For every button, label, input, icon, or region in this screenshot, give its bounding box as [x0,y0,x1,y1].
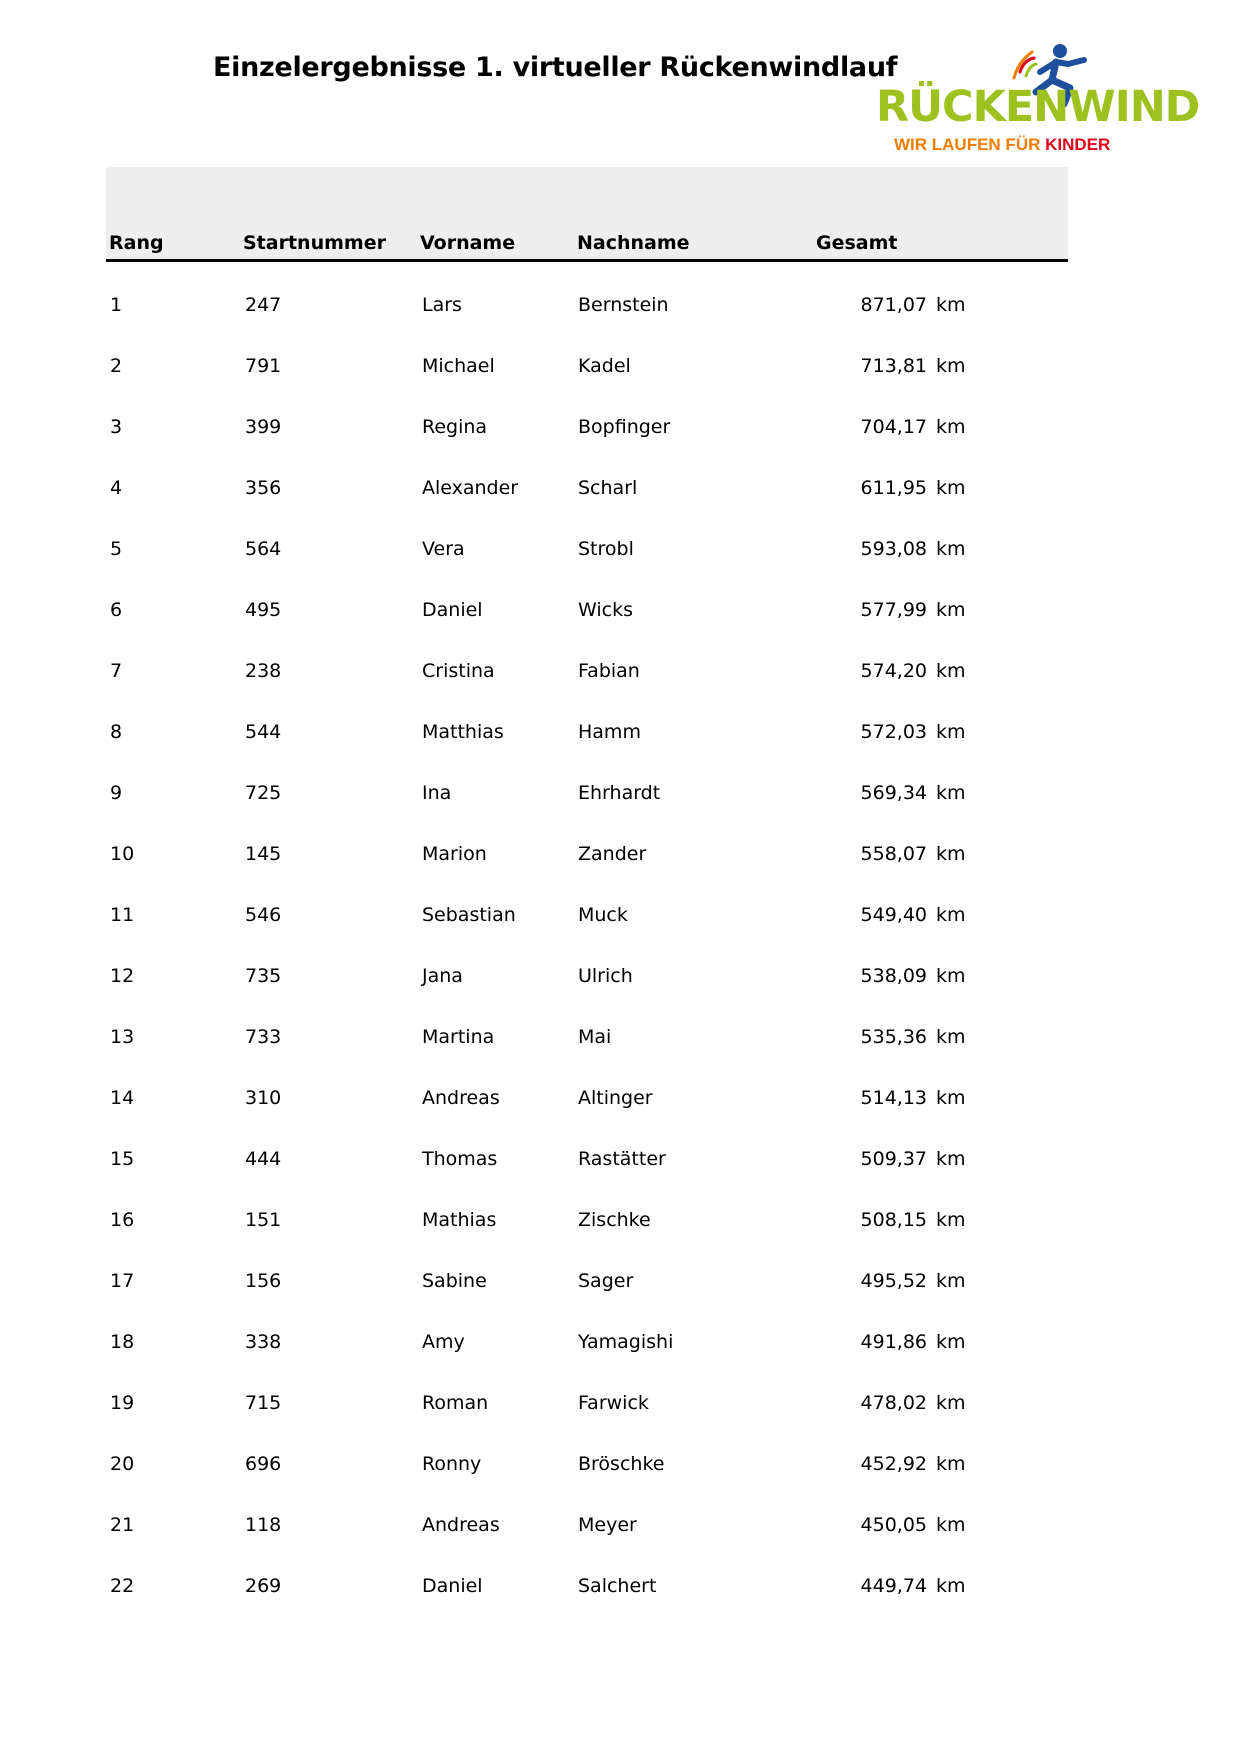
results-table [0,291,1240,1633]
cell-gesamt: 593,08 [860,538,927,560]
cell-gesamt: 713,81 [860,355,927,377]
cell-vorname: Thomas [422,1148,498,1170]
table-row [0,1145,1240,1206]
cell-rang: 21 [110,1514,135,1536]
cell-vorname: Jana [422,965,463,987]
cell-gesamt: 704,17 [860,416,927,438]
logo-tagline-part2: KINDER [1045,135,1111,154]
logo-tagline [894,135,1110,155]
cell-vorname: Cristina [422,660,495,682]
cell-startnummer: 269 [245,1575,282,1597]
cell-unit: km [936,538,966,560]
cell-unit: km [936,1514,966,1536]
cell-gesamt: 549,40 [860,904,927,926]
cell-rang: 16 [110,1209,135,1231]
cell-unit: km [936,660,966,682]
cell-vorname: Matthias [422,721,504,743]
cell-startnummer: 238 [245,660,282,682]
cell-vorname: Ina [422,782,452,804]
table-row [0,1572,1240,1633]
table-row [0,291,1240,352]
cell-rang: 11 [110,904,135,926]
cell-startnummer: 247 [245,294,282,316]
logo-wordmark: RÜCKENWIND [876,82,1200,132]
table-row [0,1023,1240,1084]
cell-unit: km [936,1453,966,1475]
cell-startnummer: 356 [245,477,282,499]
table-row [0,474,1240,535]
table-row [0,1267,1240,1328]
cell-nachname: Salchert [578,1575,657,1597]
cell-unit: km [936,477,966,499]
cell-nachname: Muck [578,904,628,926]
cell-startnummer: 338 [245,1331,282,1353]
cell-nachname: Wicks [578,599,633,621]
cell-nachname: Bopfinger [578,416,671,438]
cell-gesamt: 514,13 [860,1087,927,1109]
cell-rang: 20 [110,1453,135,1475]
cell-nachname: Kadel [578,355,631,377]
cell-startnummer: 399 [245,416,282,438]
cell-startnummer: 715 [245,1392,282,1414]
cell-startnummer: 145 [245,843,282,865]
cell-rang: 6 [110,599,123,621]
cell-vorname: Lars [422,294,462,316]
cell-nachname: Ulrich [578,965,633,987]
cell-vorname: Daniel [422,599,483,621]
cell-gesamt: 535,36 [860,1026,927,1048]
cell-startnummer: 564 [245,538,282,560]
cell-nachname: Fabian [578,660,640,682]
cell-startnummer: 495 [245,599,282,621]
header-nachname: Nachname [577,232,690,254]
cell-nachname: Yamagishi [578,1331,674,1353]
cell-startnummer: 735 [245,965,282,987]
cell-rang: 7 [110,660,123,682]
cell-gesamt: 450,05 [860,1514,927,1536]
table-row [0,352,1240,413]
cell-rang: 13 [110,1026,135,1048]
table-row [0,779,1240,840]
cell-rang: 8 [110,721,123,743]
cell-nachname: Rastätter [578,1148,666,1170]
table-row [0,718,1240,779]
rueckenwind-logo [872,42,1200,157]
cell-gesamt: 452,92 [860,1453,927,1475]
cell-startnummer: 151 [245,1209,282,1231]
cell-gesamt: 871,07 [860,294,927,316]
cell-unit: km [936,294,966,316]
cell-gesamt: 509,37 [860,1148,927,1170]
header-gesamt: Gesamt [816,232,898,254]
cell-startnummer: 733 [245,1026,282,1048]
cell-startnummer: 156 [245,1270,282,1292]
cell-startnummer: 696 [245,1453,282,1475]
cell-gesamt: 569,34 [860,782,927,804]
cell-nachname: Bröschke [578,1453,665,1475]
table-row [0,1389,1240,1450]
cell-unit: km [936,1392,966,1414]
cell-vorname: Daniel [422,1575,483,1597]
page-title: Einzelergebnisse 1. virtueller Rückenwindlauf [213,52,898,83]
cell-gesamt: 577,99 [860,599,927,621]
cell-gesamt: 538,09 [860,965,927,987]
cell-unit: km [936,843,966,865]
cell-gesamt: 558,07 [860,843,927,865]
cell-nachname: Farwick [578,1392,649,1414]
cell-nachname: Zischke [578,1209,651,1231]
cell-rang: 1 [110,294,123,316]
cell-nachname: Bernstein [578,294,669,316]
cell-rang: 4 [110,477,123,499]
cell-vorname: Alexander [422,477,519,499]
cell-rang: 14 [110,1087,135,1109]
table-row [0,901,1240,962]
cell-unit: km [936,1148,966,1170]
cell-nachname: Mai [578,1026,612,1048]
cell-unit: km [936,355,966,377]
cell-unit: km [936,1209,966,1231]
cell-unit: km [936,965,966,987]
header-divider [106,259,1068,262]
header-vorname: Vorname [420,232,516,254]
table-row [0,1511,1240,1572]
table-row [0,1206,1240,1267]
table-row [0,1450,1240,1511]
cell-vorname: Sebastian [422,904,516,926]
cell-vorname: Mathias [422,1209,497,1231]
cell-unit: km [936,599,966,621]
cell-startnummer: 791 [245,355,282,377]
cell-nachname: Strobl [578,538,634,560]
cell-gesamt: 495,52 [860,1270,927,1292]
table-row [0,962,1240,1023]
cell-gesamt: 611,95 [860,477,927,499]
cell-vorname: Roman [422,1392,489,1414]
cell-rang: 9 [110,782,123,804]
cell-rang: 2 [110,355,123,377]
cell-vorname: Ronny [422,1453,482,1475]
cell-vorname: Regina [422,416,488,438]
cell-unit: km [936,904,966,926]
cell-gesamt: 508,15 [860,1209,927,1231]
cell-unit: km [936,1270,966,1292]
cell-startnummer: 310 [245,1087,282,1109]
table-row [0,535,1240,596]
cell-rang: 18 [110,1331,135,1353]
cell-unit: km [936,1026,966,1048]
cell-unit: km [936,416,966,438]
table-row [0,413,1240,474]
cell-nachname: Hamm [578,721,641,743]
cell-unit: km [936,782,966,804]
cell-rang: 19 [110,1392,135,1414]
cell-vorname: Andreas [422,1514,500,1536]
cell-rang: 15 [110,1148,135,1170]
cell-gesamt: 478,02 [860,1392,927,1414]
cell-startnummer: 444 [245,1148,282,1170]
cell-vorname: Vera [422,538,465,560]
cell-nachname: Zander [578,843,647,865]
cell-unit: km [936,1331,966,1353]
cell-rang: 17 [110,1270,135,1292]
table-row [0,1084,1240,1145]
cell-vorname: Michael [422,355,495,377]
logo-tagline-part1: WIR LAUFEN FÜR [894,135,1046,154]
header-rang: Rang [109,232,164,254]
cell-vorname: Sabine [422,1270,487,1292]
table-row [0,840,1240,901]
cell-startnummer: 725 [245,782,282,804]
cell-unit: km [936,721,966,743]
cell-gesamt: 572,03 [860,721,927,743]
cell-vorname: Marion [422,843,487,865]
cell-gesamt: 574,20 [860,660,927,682]
table-row [0,657,1240,718]
cell-nachname: Ehrhardt [578,782,661,804]
cell-rang: 12 [110,965,135,987]
cell-rang: 5 [110,538,123,560]
cell-vorname: Andreas [422,1087,500,1109]
cell-unit: km [936,1087,966,1109]
cell-rang: 10 [110,843,135,865]
cell-vorname: Martina [422,1026,495,1048]
cell-nachname: Scharl [578,477,638,499]
cell-rang: 3 [110,416,123,438]
cell-startnummer: 544 [245,721,282,743]
cell-gesamt: 491,86 [860,1331,927,1353]
cell-vorname: Amy [422,1331,465,1353]
table-row [0,596,1240,657]
cell-gesamt: 449,74 [860,1575,927,1597]
cell-nachname: Sager [578,1270,634,1292]
header-startnummer: Startnummer [243,232,386,254]
cell-nachname: Meyer [578,1514,637,1536]
cell-startnummer: 546 [245,904,282,926]
table-row [0,1328,1240,1389]
cell-startnummer: 118 [245,1514,282,1536]
cell-rang: 22 [110,1575,135,1597]
cell-unit: km [936,1575,966,1597]
cell-nachname: Altinger [578,1087,653,1109]
